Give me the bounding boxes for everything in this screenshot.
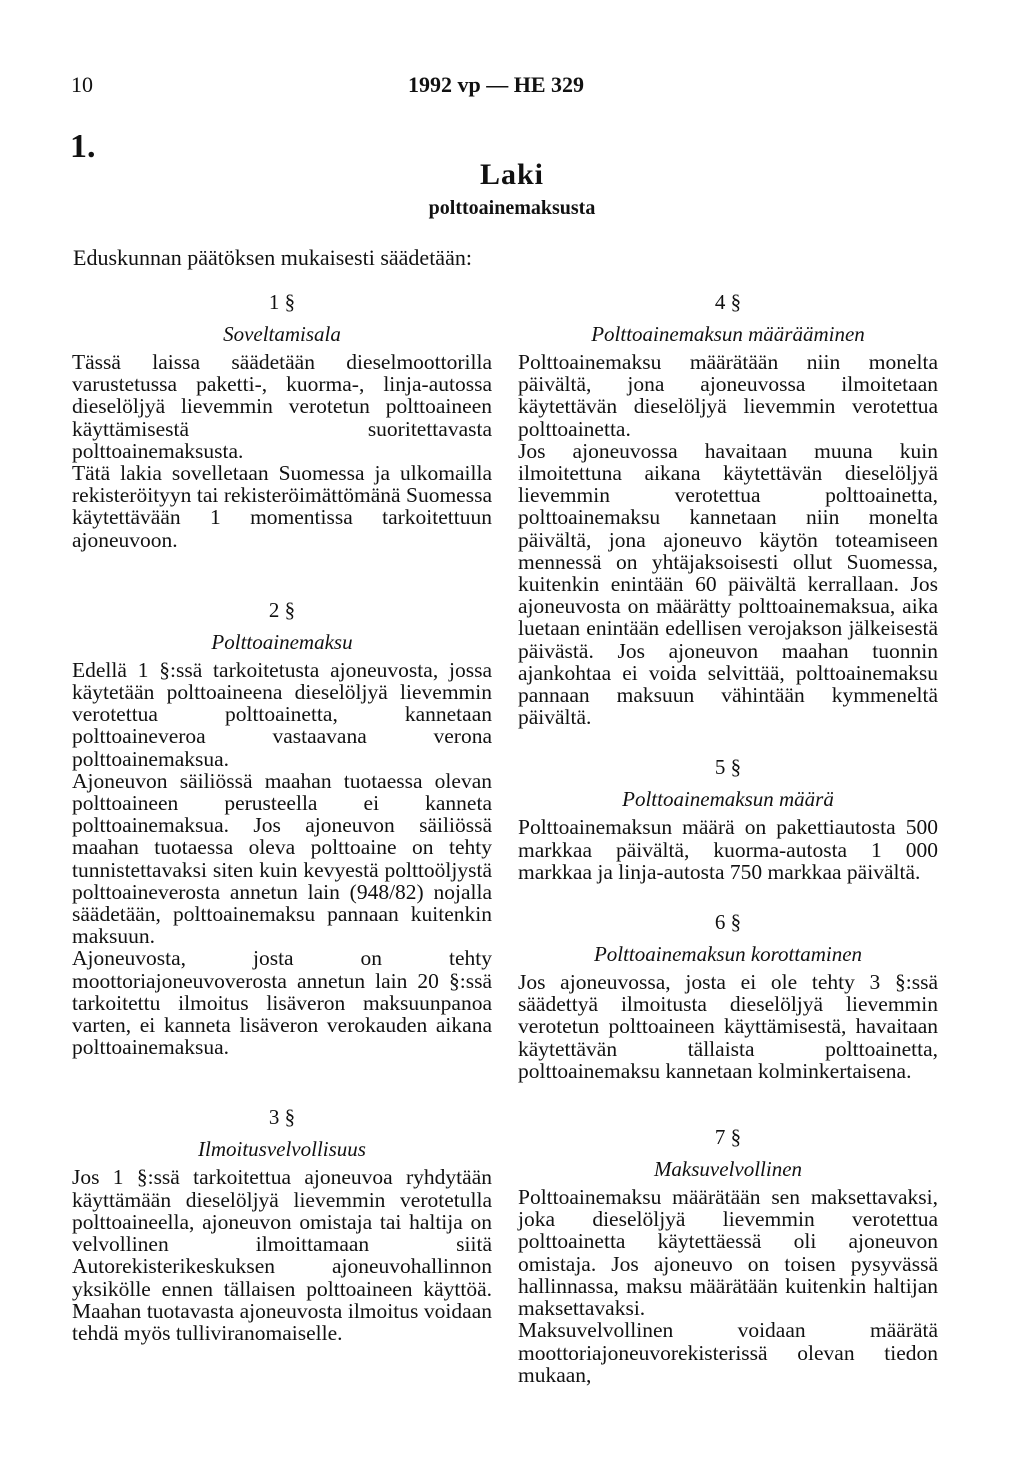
left-column (72, 287, 492, 1344)
section-number: 7 § (714, 1125, 742, 1150)
paragraph: Polttoainemaksu määrätään sen maksettavaksi, joka dieselöljyä lievemmin verotettua polttoainetta käytettäessä oli ajoneuvon omistaja. Jos ajoneuvo on toisen pysyvässä hallinnassa, maksu määrätään kuitenkin haltijan maksettavaksi. (518, 1185, 938, 1321)
section-3 (72, 1102, 492, 1344)
section-4 (518, 287, 938, 728)
section-number: 3 § (268, 1105, 296, 1130)
paragraph: Ajoneuvosta, josta on tehty moottoriajoneuvoverosta annetun lain 20 §:ssä tarkoitettu ilmoitus lisäveron maksuunpanoa varten, ei kanneta lisäveron verokauden aikana polttoainemaksua. (72, 946, 492, 1060)
section-title: Maksuvelvollinen (653, 1157, 803, 1182)
right-column (518, 287, 938, 1386)
law-subtitle: polttoainemaksusta (428, 197, 596, 219)
section-number: 4 § (714, 290, 742, 314)
paragraph: Tässä laissa säädetään dieselmoottorilla varustetussa paketti-, kuorma-, linja-autossa dieselöljyä lievemmin verotetun polttoaineen käyttämisestä suoritettavasta polttoainemaksusta. (72, 350, 492, 463)
section-title: Polttoainemaksun korottaminen (593, 942, 863, 967)
section-7 (518, 1122, 938, 1386)
section-title: Ilmoitusvelvollisuus (198, 1137, 366, 1162)
section-title: Polttoainemaksun määrääminen (591, 322, 865, 346)
paragraph: Maksuvelvollinen voidaan määrätä moottoriajoneuvorekisterissä olevan tiedon mukaan, (518, 1318, 938, 1387)
item-number: 1. (70, 128, 96, 165)
enacting-clause: Eduskunnan päätöksen mukaisesti säädetään: (73, 245, 472, 270)
section-title: Polttoainemaksun määrä (622, 787, 834, 812)
paragraph: Polttoainemaksu määrätään niin monelta päivältä, jona ajoneuvossa ilmoitetaan käytettävän dieselöljyä lievemmin verotettua polttoainetta. (518, 350, 938, 441)
section-number: 6 § (714, 910, 742, 935)
section-number: 5 § (714, 755, 742, 780)
section-number: 2 § (268, 597, 296, 622)
page-number: 10 (71, 72, 93, 97)
paragraph: Tätä lakia sovelletaan Suomessa ja ulkomailla rekisteröityyn tai rekisteröimättömänä Suomessa käytettävään 1 momentissa tarkoitettuun ajoneuvoon. (72, 461, 492, 552)
section-5 (518, 752, 938, 883)
paragraph: Edellä 1 §:ssä tarkoitetusta ajoneuvosta, jossa käytetään polttoaineena dieselöljyä lievemmin verotettua polttoainetta, kannetaan polttoaineveroa vastaavana verona polttoainemaksua. (72, 657, 492, 771)
section-number: 1 § (268, 290, 296, 314)
section-6 (518, 907, 938, 1082)
section-title: Soveltamisala (223, 322, 341, 346)
paragraph: Jos 1 §:ssä tarkoitettua ajoneuvoa ryhdytään käyttämään dieselöljyä lievemmin verotetulla polttoaineella, ajoneuvon omistaja tai haltija on velvollinen ilmoittamaan siitä Autorekisterikeskuksen ajoneuvohallinnon yksikölle ennen tällaisen polttoaineen käyttöä. Maahan tuotavasta ajoneuvosta ilmoitus voidaan tehdä myös tulliviranomaiselle. (72, 1165, 492, 1345)
section-2 (72, 595, 492, 1059)
paragraph: Ajoneuvon säiliössä maahan tuotaessa olevan polttoaineen perusteella ei kanneta polttoainemaksua. Jos ajoneuvon säiliössä maahan tuotaessa oleva polttoaine on tehty tunnistettavaksi siten kuin kevyestä polttoöljystä polttoaineverosta annetun lain (948/82) nojalla säädetään, polttoainemaksu pannaan kuitenkin maksuun. (72, 768, 492, 949)
section-title: Polttoainemaksu (211, 629, 353, 654)
paragraph: Jos ajoneuvossa, josta ei ole tehty 3 §:ssä säädettyä ilmoitusta dieselöljyä lievemmin verotetun polttoaineen käyttämisestä, havaitaan käytettävän tällaista polttoainetta, polttoainemaksu kannetaan kolminkertaisena. (518, 970, 938, 1083)
paragraph: Polttoainemaksun määrä on pakettiautosta 500 markkaa päivältä, kuorma-autosta 1 000 markkaa ja linja-autosta 750 markkaa päivältä. (518, 815, 938, 884)
paragraph: Jos ajoneuvossa havaitaan muuna kuin ilmoitettuna aikana käytettävän dieselöljyä lievemmin verotettua polttoainetta, polttoainemaksu kannetaan niin monelta päivältä, jona ajoneuvo käytön toteamiseen mennessä on yhtäjaksoisesti ollut Suomessa, kuitenkin enintään 60 päivältä kerrallaan. Jos ajoneuvosta on määrätty polttoainemaksua, aika luetaan enintään edellisen verojakson jälkeisestä päivästä. Jos ajoneuvon maahan tuonnin ajankohtaa ei voida selvittää, polttoainemaksu pannaan maksuun vähintään kymmeneltä päivältä. (518, 438, 938, 730)
section-1 (72, 287, 492, 551)
running-head: 1992 vp — HE 329 (408, 72, 585, 97)
law-title: Laki (479, 158, 545, 191)
